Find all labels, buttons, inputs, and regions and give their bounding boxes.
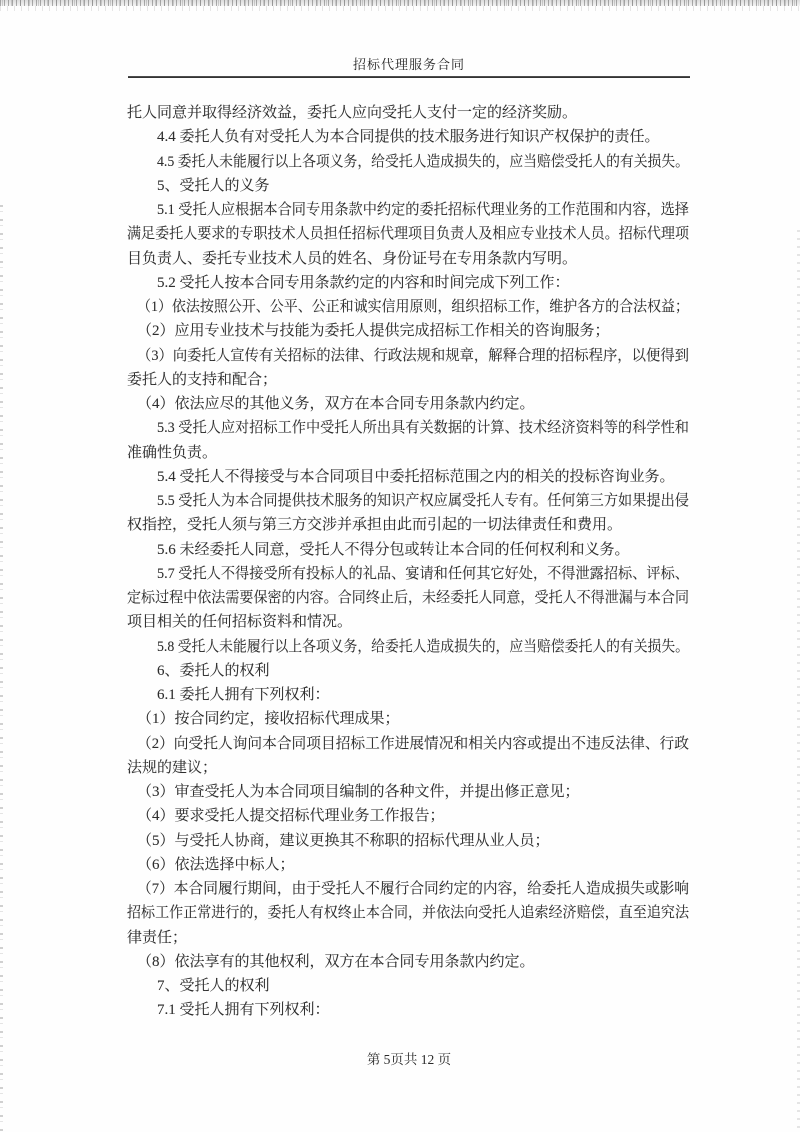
text-line: （7）本合同履行期间，由于受托人不履行合同约定的内容，给委托人造成损失或影响 [137, 881, 689, 897]
text-line: 托人同意并取得经济效益，委托人应向受托人支付一定的经济奖励。 [127, 105, 578, 121]
text-line: （4）依法应尽的其他义务，双方在本合同专用条款内约定。 [137, 396, 535, 412]
text-line: 权指控，受托人须与第三方交涉并承担由此而引起的一切法律责任和费用。 [127, 517, 623, 534]
text-line: 律责任； [127, 929, 188, 946]
text-line: 7、受托人的权利 [157, 978, 270, 994]
text-line: 准确性负责。 [127, 444, 218, 461]
text-line: 5.6 未经委托人同意，受托人不得分包或转让本合同的任何权利和义务。 [157, 541, 630, 558]
text-line: 定标过程中依法需要保密的内容。合同终止后，未经委托人同意，受托人不得泄漏与本合同 [127, 590, 689, 606]
text-line: 招标工作正常进行的，委托人有权终止本合同，并依法向受托人追索经济赔偿，直至追究法 [127, 905, 689, 922]
text-line: 6.1 委托人拥有下列权利： [157, 687, 330, 703]
text-line: 5.5 受托人为本合同提供技术服务的知识产权应属受托人专有。任何第三方如果提出侵 [157, 493, 689, 509]
text-line: （2）应用专业技术与技能为委托人提供完成招标工作相关的咨询服务； [137, 323, 610, 340]
header-title: 招标代理服务合同 [352, 57, 465, 72]
text-line: （6）依法选择中标人； [137, 856, 295, 873]
text-line: 5.2 受托人按本合同专用条款约定的内容和时间完成下列工作： [157, 274, 570, 291]
text-line: 目负责人、委托专业技术人员的姓名、身份证号在专用条款内写明。 [127, 250, 578, 267]
text-line: （3）审查受托人为本合同项目编制的各种文件，并提出修正意见； [137, 784, 580, 800]
scan-noise-top-edge [0, 0, 800, 6]
text-line: 5.4 受托人不得接受与本合同项目中委托招标范围之内的相关的投标咨询业务。 [157, 468, 675, 485]
text-line: 6、委托人的权利 [157, 662, 270, 679]
text-line: 4.4 委托人负有对受托人为本合同提供的技术服务进行知识产权保护的责任。 [157, 129, 660, 146]
scan-noise-left-edge [0, 205, 3, 1132]
text-line: 委托人的支持和配合； [127, 371, 278, 388]
text-line: 5.8 受托人未能履行以上各项义务，给委托人造成损失的，应当赔偿委托人的有关损失。 [157, 638, 689, 655]
text-line: 7.1 受托人拥有下列权利： [157, 1002, 330, 1019]
text-line: 满足委托人要求的专职技术人员担任招标代理项目负责人及相应专业技术人员。招标代理项 [127, 226, 689, 243]
text-line: 法规的建议； [127, 759, 218, 776]
text-line: （1）依法按照公开、公平、公正和诚实信用原则，组织招标工作，维护各方的合法权益； [137, 299, 689, 315]
text-line: 5、受托人的义务 [157, 177, 270, 194]
header-rule [128, 76, 690, 78]
text-line: 5.3 受托人应对招标工作中受托人所出具有关数据的计算、技术经济资料等的科学性和 [157, 420, 689, 437]
text-line: （4）要求受托人提交招标代理业务工作报告； [137, 808, 445, 825]
text-line: （3）向委托人宣传有关招标的法律、行政法规和规章，解释合理的招标程序，以便得到 [137, 347, 689, 364]
text-line: （1）按合同约定，接收招标代理成果； [137, 711, 400, 728]
text-line: 5.7 受托人不得接受所有投标人的礼品、宴请和任何其它好处，不得泄露招标、评标、 [157, 565, 689, 582]
text-line: （8）依法享有的其他权利，双方在本合同专用条款内约定。 [137, 953, 535, 970]
text-line: （2）向受托人询问本合同项目招标工作进展情况和相关内容或提出不违反法律、行政 [137, 735, 689, 752]
text-line: 项目相关的任何招标资料和情况。 [127, 614, 353, 631]
text-line: （5）与受托人协商，建议更换其不称职的招标代理从业人员； [137, 832, 550, 849]
document-body [127, 101, 690, 1023]
page-footer: 第 5页共 12 页 [366, 1052, 452, 1067]
text-line: 5.1 受托人应根据本合同专用条款中约定的委托招标代理业务的工作范围和内容，选择 [157, 202, 689, 218]
text-line: 4.5 委托人未能履行以上各项义务，给受托人造成损失的，应当赔偿受托人的有关损失。 [157, 153, 689, 170]
